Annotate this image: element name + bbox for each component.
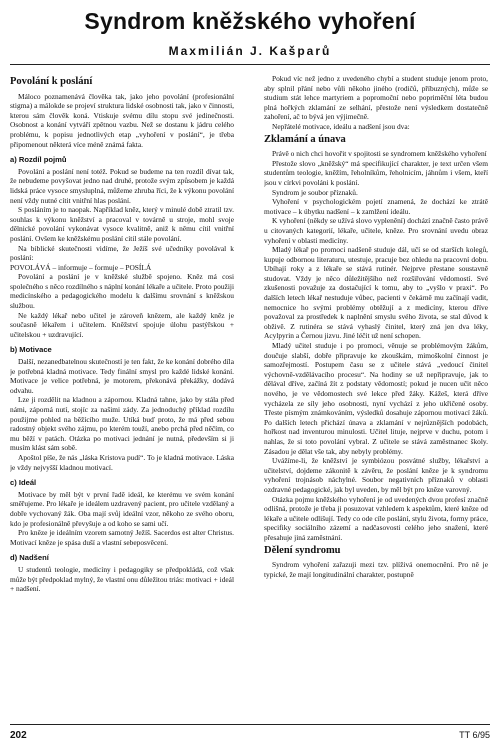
paragraph: U studentů teologie, medicíny i pedagogiky se předpokládá, což však může být předpoklad mylný, že vlastní onu důležitou triás: motivaci + ideál + nadšení. — [10, 564, 234, 594]
paragraph: Na biblické skutečnosti vidíme, že Ježíš své učedníky povolával k poslání: — [10, 243, 234, 263]
paragraph: Vyhoření v psychologickém pojetí znamená, že dochází ke ztrátě motivace – k úbytku nadšení – k zamlžení ideálu. — [264, 197, 488, 216]
paragraph: Uvážíme-li, že kněžství je symbiózou posvátné služby, lékařství a učitelství, dojdeme zákonitě k závěru, že poslání kněze je k syndromu vyhoření trojnásob náchylné. Soubor negativních příznaků v oblasti ozdravné pedagogické, jak byl uveden, by měl být pro kněze varovný. — [264, 456, 488, 494]
subheading-b: b) Motivace — [10, 345, 52, 355]
article-author: Maxmilián J. Kašparů — [168, 44, 332, 58]
header-divider — [10, 64, 490, 65]
paragraph: Mladý lékař po promoci nadšeně studuje dál, učí se od starších kolegů, kupuje odbornou literaturu, utestuje, pracuje bez ohledu na pracovní dobu. Ubíhají roky a z lékaře se stává rutinér. Nejprve přestane soustavně studovat. Vždy je něco důležitějšího než rozšiřování vědomostí. Své zkušenosti považuje za dostačující k tomu, aby to „vyšlo v praxi“. Po dalších letech lékař nestuduje vůbec, pacienti v čekárně mu začínají vadit, nemocnice ho svými problémy obtěžují a z medicíny, kterou dříve považoval za prostředek k naplnění smyslu svého života, se stal důvod k obživě. Z rutinéra se stává vyhaslý činitel, který zná jen dva léky, Acylpyrin a Černou jizvu. Jiné léčit už není schopen. — [264, 245, 488, 341]
paragraph: Apoštol píše, že nás „láska Kristova pudí“. To je kladná motivace. Láska je vždy nejvyšší kladnou motivací. — [10, 452, 234, 472]
left-column — [10, 74, 234, 712]
paragraph: Máloco poznamenává člověka tak, jako jeho povolání (profesionální stigma) a málokde se projeví struktura lidské osobnosti tak, jako v činnosti, kterou sám člověk koná. Vtiskuje svému dílu stopu své jedinečnosti. Osobnost a konání vytváří zpětnou vazbu. Než se dostanu k jádru celého problému, k popisu jednotlivých etap „vyhoření v poslání“, je třeba připomenout některá více méně známá fakta. — [10, 91, 234, 149]
paragraph: K vyhoření (někdy se užívá slovo vyplenění) dochází značně často právě u citovaných kategorií, lékaře, učitele, kněze. Pro srovnání uvedu obraz vyhoření v oblasti medicíny. — [264, 216, 488, 245]
paragraph: Otázka pojmu kněžského vyhoření je od uvedených dvou profesí značně odlišná, protože je třeba ji posuzovat vzhledem k aspektům, které kněze od lékaře a učitele odlišují. Tedy co ode cíle poslání, stylu života, formy práce, specifiky sociálního zázemí a nadčasovosti celého jeho snažení, které přesahuje jiná zaměstnání. — [264, 494, 488, 542]
article-title: Syndrom kněžského vyhoření — [84, 8, 416, 34]
paragraph: Právě o nich chci hovořit v spojitosti se syndromem kněžského vyhoření — [272, 149, 487, 159]
subheading-d: d) Nadšení — [10, 553, 49, 563]
paragraph: Pro kněze je ideálním vzorem samotný Ježíš. Sacerdos est alter Christus. Motivací kněze je spása duší a vlastní sebeposvěcení. — [10, 528, 234, 547]
paragraph: Pokud víc než jedno z uvedeného chybí a student studuje jenom proto, aby splnil přání nebo vůli někoho jiného (rodičů, příbuzných), může se studium stát lehce martyriem a popromoční nebo popriměční léta budou plná hořkých zklamání ze selhání, přestože není výsledkem dostatečně zahoření, ač to bývá jen výjimečně. — [264, 74, 488, 122]
paragraph: Povolání a poslání je v kněžské službě spojeno. Kněz má cosi společného s něco rozdílného s náplní konání lékaře a učitele. Proto použiji medicínského a pedagogického modelu k dalšímu srovnání s kněžskou službou. — [10, 272, 234, 311]
paragraph: Přestože slovo „kněžský“ má specifikující charakter, je text určen všem studentům teologie, kněžím, řeholníkům, řeholnicím, jáhnům i všem, kteří jsou v církvi povoláni k poslání. — [264, 158, 488, 187]
subheading-c: c) Ideál — [10, 478, 37, 488]
paragraph: Syndrom je soubor příznaků. — [272, 187, 358, 197]
paragraph: Nepřátelé motivace, ideálu a nadšení jsou dva: — [272, 121, 410, 131]
paragraph: Lze ji rozdělit na kladnou a zápornou. Kladná tahne, jako by stála před námi, záporná nutí, stojíc za našimi zády. Za jednoduchý příklad rozdílu použijme pohled na běžícího muže. Utíká buď proto, že má před sebou radostný objekt svého zájmu, po kterém touží, anebo prchá před něčím, co mu běží v patách. Otázka po motivaci jednání je nutná, především si ji musím klást sám sobě. — [10, 395, 234, 453]
footer-divider — [10, 724, 490, 725]
issue-label: TT 6/95 — [459, 730, 490, 740]
page-number: 202 — [10, 730, 27, 741]
paragraph: Povolání a poslání není totéž. Pokud se budeme na ten rozdíl dívat tak, že nebudeme povyšovat jedno nad druhé, protože svým způsobem je každá lidská práce vysoce smysluplná, můžeme zhruba říci, že k výkonu povolání není vždy nutné cítit vnitřní hlas poslání. — [10, 166, 234, 205]
paragraph: Další, nezanedbatelnou skutečností je ten fakt, že ke konání dobrého díla je potřebná kladná motivace. Tedy finální smysl pro každé lidské konání. Motivace je velice potřebná, je motorem, překonává překážky, dodává odvahu. — [10, 357, 234, 395]
right-column — [264, 74, 488, 712]
section-heading-zklamani: Zklamání a únava — [264, 133, 346, 145]
formula-line: POVOLÁVÁ – informuje – formuje – POSÍLÁ — [10, 262, 152, 272]
paragraph: Mladý učitel studuje i po promoci, věnuje se problémovým žákům, doučuje slabší, dobře připravuje ke zkouškám, mimoškolní činnost je samozřejmostí. Postupem času se z učitele stává „vedoucí činitel výchovně-vzdělávacího procesu“. Na hodiny se už nepřipravuje, jak to dělával dříve, začíná žít z podstaty vědomostí; pokud je nucen učit něco nového, je ve vědomostech své lekce před žáky. Kážeš, která dříve vycházela ze síly jeho osobnosti, nyní vychází z jeho ukřičené osoby. Třeste písmým známkováním, výsledků dosahuje zápornou motivací žáků. Po dalších letech přichází únava a zklamání v nejrůznějších podobách, hořkost nad inventurou minulosti. Učitel lituje, nejprve v duchu, potom i nahlas, že si toto povolání vybral. Z učitele se stává zaměstnanec školy. Zásadou je dělat vše tak, aby nebyly problémy. — [264, 341, 488, 456]
subheading-a: a) Rozdíl pojmů — [10, 155, 67, 165]
section-heading-deleni: Dělení syndromu — [264, 544, 341, 556]
paragraph: S posláním je to naopak. Například kněz, který v minulé době ztratil tzv. souhlas k výkonu kněžství a pracoval v továrně u stroje, mohl svoje dělnické povolání vykonávat vysoce kvalitně, aniž k němu cítil vnitřní poslání. Ovšem ke kněžskému poslání cítil stále povolání. — [10, 205, 234, 243]
paragraph: Ne každý lékař nebo učitel je zároveň knězem, ale každý kněz je současně lékařem i učitelem. Kněžství spojuje úlohu pastýřskou + učitelskou + uzdravující. — [10, 310, 234, 339]
section-heading-povolani: Povolání k poslání — [10, 76, 93, 87]
paragraph: Motivace by měl být v první řadě ideál, ke kterému ve svém konání směřujeme. Pro lékaře je ideálem uzdravený pacient, pro učitele vzdělaný a dobře vychovaný žák. Oba mají svůj ideální vzor, někoho ze svého oboru, kdo je profesionálně převyšuje a od koho se sami učí. — [10, 489, 234, 528]
paragraph: Syndrom vyhoření zařazuji mezi tzv. plíživá onemocnění. Pro ně je typické, že mají longitudinální charakter, postupně — [264, 560, 488, 579]
